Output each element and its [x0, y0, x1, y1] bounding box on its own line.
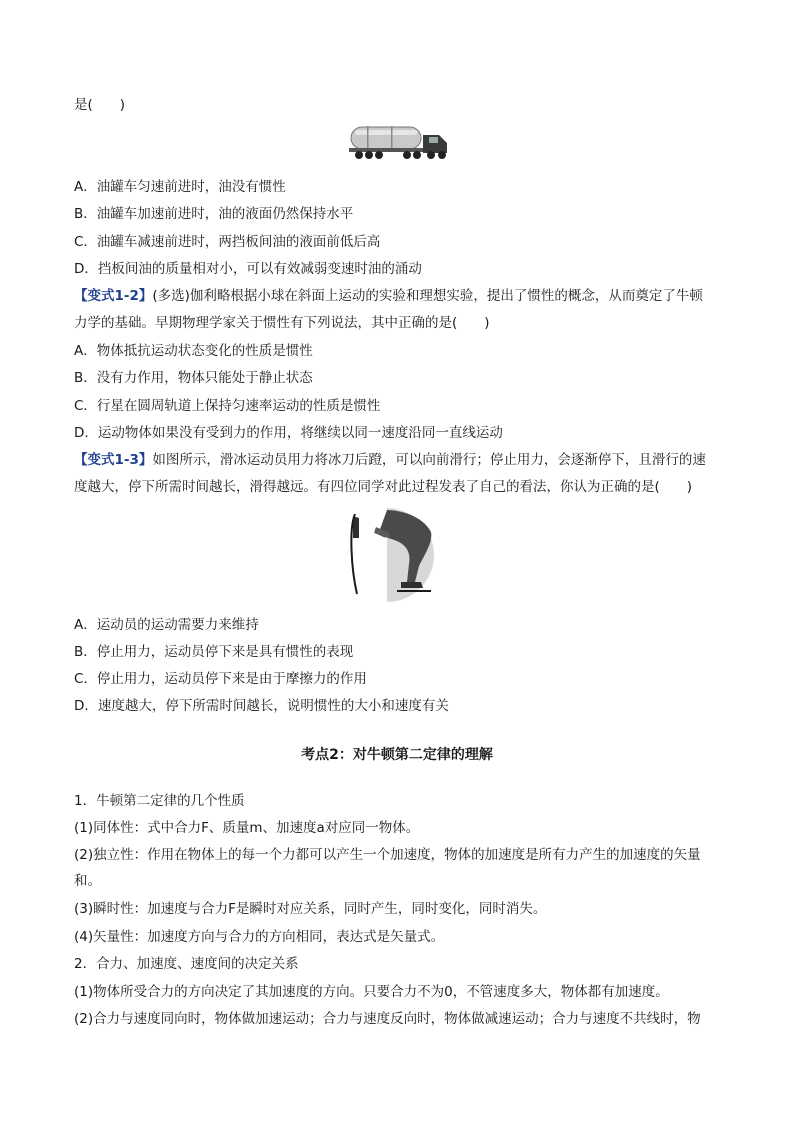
q3-option-c: C．停止用力，运动员停下来是由于摩擦力的作用	[74, 671, 367, 687]
body-line: 和。	[74, 873, 101, 889]
body-line: (1)同体性：式中合力F、质量m、加速度a对应同一物体。	[74, 820, 420, 836]
body-line: (4)矢量性：加速度方向与合力的方向相同，表达式是矢量式。	[74, 929, 445, 945]
q1-option-c: C．油罐车减速前进时，两挡板间油的液面前低后高	[74, 234, 381, 250]
body-line: 2．合力、加速度、速度间的决定关系	[74, 956, 299, 972]
section-heading: 考点2：对牛顿第二定律的理解	[301, 747, 493, 763]
q2-option-a: A．物体抵抗运动状态变化的性质是惯性	[74, 343, 313, 359]
tanker-truck-image	[343, 123, 451, 163]
body-line: (1)物体所受合力的方向决定了其加速度的方向。只要合力不为0，不管速度多大，物体都有加速度。	[74, 984, 669, 1000]
body-line: (3)瞬时性：加速度与合力F是瞬时对应关系，同时产生，同时变化，同时消失。	[74, 901, 547, 917]
body-line: (2)合力与速度同向时，物体做加速运动；合力与速度反向时，物体做减速运动；合力与速度不共线时，物	[74, 1011, 701, 1027]
q2-tag: 【变式1-2】	[74, 288, 153, 304]
q2-stem-text: (多选)伽利略根据小球在斜面上运动的实验和理想实验，提出了惯性的概念，从而奠定了牛顿	[152, 288, 703, 304]
q3-option-a: A．运动员的运动需要力来维持	[74, 617, 259, 633]
speed-skater-image	[345, 508, 437, 602]
q2-stem-line2: 力学的基础。早期物理学家关于惯性有下列说法，其中正确的是( )	[74, 315, 490, 331]
q2-option-b: B．没有力作用，物体只能处于静止状态	[74, 370, 313, 386]
q2-stem-line1	[74, 287, 703, 305]
q2-option-d: D．运动物体如果没有受到力的作用，将继续以同一速度沿同一直线运动	[74, 425, 503, 441]
body-line: (2)独立性：作用在物体上的每一个力都可以产生一个加速度，物体的加速度是所有力产生的加速度的矢量	[74, 847, 701, 863]
q3-option-d: D．速度越大，停下所需时间越长，说明惯性的大小和速度有关	[74, 698, 449, 714]
q1-option-a: A．油罐车匀速前进时，油没有惯性	[74, 179, 286, 195]
q3-tag: 【变式1-3】	[74, 452, 153, 468]
q1-option-d: D．挡板间油的质量相对小，可以有效减弱变速时油的涌动	[74, 261, 422, 277]
q3-stem-text: 如图所示，滑冰运动员用力将冰刀后蹬，可以向前滑行；停止用力，会逐渐停下，且滑行的速	[152, 452, 706, 468]
q3-stem-line1	[74, 451, 706, 469]
question-stem-tail: 是( )	[74, 97, 126, 113]
body-line: 1．牛顿第二定律的几个性质	[74, 793, 245, 809]
q3-stem-line2: 度越大，停下所需时间越长，滑得越远。有四位同学对此过程发表了自己的看法，你认为正确的是( )	[74, 479, 693, 495]
q3-option-b: B．停止用力，运动员停下来是具有惯性的表现	[74, 644, 354, 660]
q1-option-b: B．油罐车加速前进时，油的液面仍然保持水平	[74, 206, 354, 222]
q2-option-c: C．行星在圆周轨道上保持匀速率运动的性质是惯性	[74, 398, 381, 414]
